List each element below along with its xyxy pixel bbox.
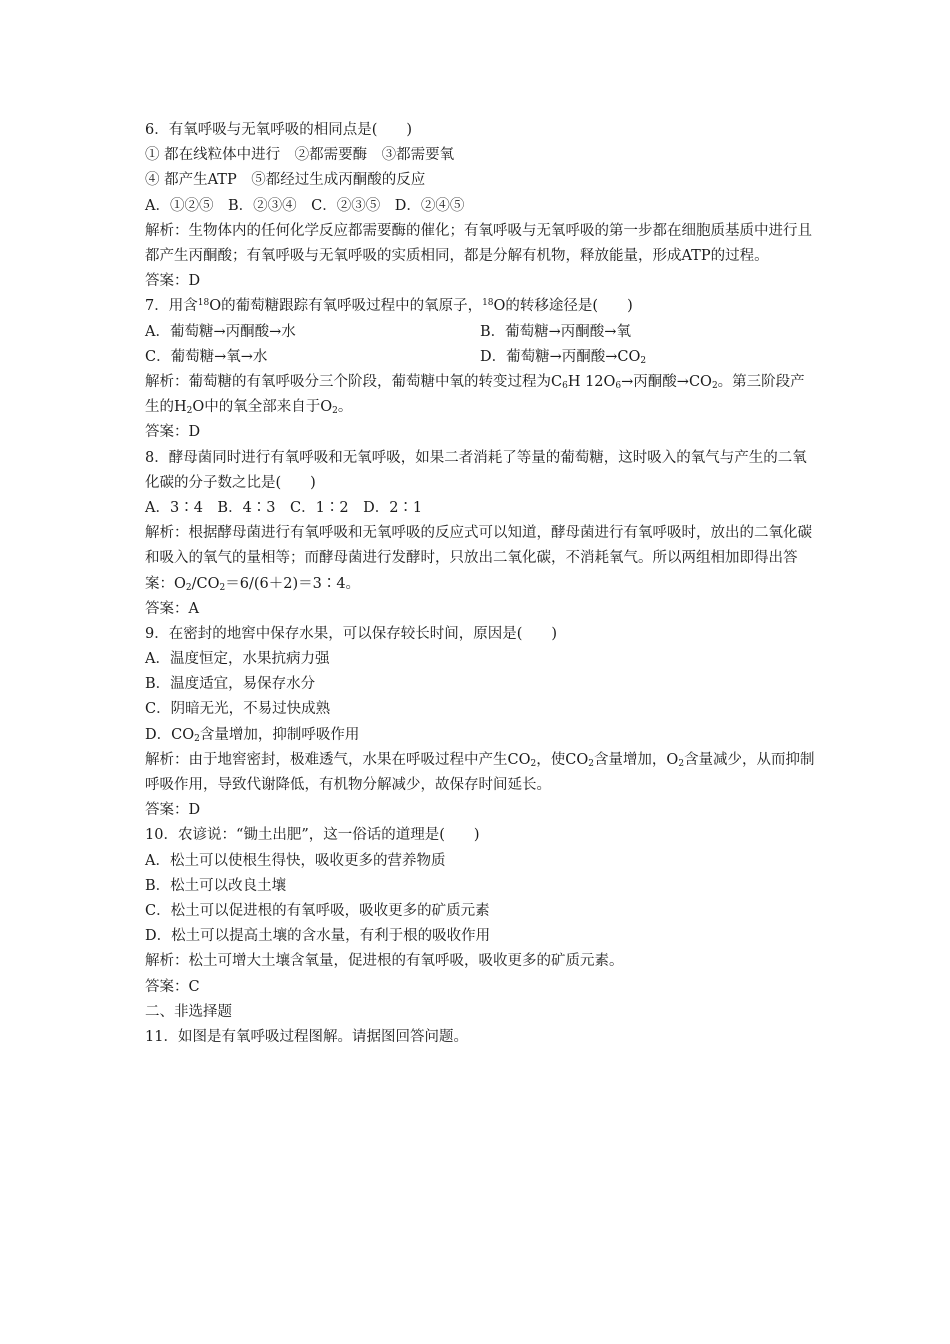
q8-options: A．3∶4 B．4∶3 C．1∶2 D．2∶1 xyxy=(145,499,423,516)
q9-option-a: A．温度恒定，水果抗病力强 xyxy=(145,651,330,668)
q8-answer: 答案：A xyxy=(145,600,199,617)
q10-option-d: D．松土可以提高土壤的含水量，有利于根的吸收作用 xyxy=(145,928,491,945)
q7-option-a: A．葡萄糖→丙酮酸→水 xyxy=(145,323,296,340)
q7-option-b: B．葡萄糖→丙酮酸→氧 xyxy=(480,323,631,340)
q9-option-c: C．阴暗无光，不易过快成熟 xyxy=(145,701,331,718)
q6-items-line2: ④ 都产生ATP ⑤都经过生成丙酮酸的反应 xyxy=(145,172,426,189)
q9-analysis: 解析：由于地窖密封，极难透气，水果在呼吸过程中产生$CO_2$，使$CO_2$含量增加，$O_2$含量减少，从而抑制呼吸作用，导致代谢降低，有机物分解减少，故保存时间延长。 xyxy=(145,751,815,794)
q6-stem: 6．有氧呼吸与无氧呼吸的相同点是( ) xyxy=(145,122,413,138)
q10-answer: 答案：C xyxy=(145,978,200,995)
q6-analysis: 解析：生物体内的任何化学反应都需要酶的催化；有氧呼吸与无氧呼吸的第一步都在细胞质基质中进行且都产生丙酮酸；有氧呼吸与无氧呼吸的实质相同，都是分解有机物，释放能量，形成ATP的过程。 xyxy=(145,222,812,264)
q10-option-b: B．松土可以改良土壤 xyxy=(145,877,287,894)
q11-stem: 11．如图是有氧呼吸过程图解。请据图回答问题。 xyxy=(145,1028,468,1045)
q8-analysis: 解析：根据酵母菌进行有氧呼吸和无氧呼吸的反应式可以知道，酵母菌进行有氧呼吸时，放出的二氧化碳和吸入的氧气的量相等；而酵母菌进行发酵时，只放出二氧化碳，不消耗氧气。所以两组相加即得出答案：$O_2/CO_2=6/(6+2)=3∶4$。 xyxy=(145,525,812,593)
q6-options: A．①②⑤ B．②③④ C．②③⑤ D．②④⑤ xyxy=(145,197,465,214)
q7-option-d: D．葡萄糖→丙酮酸$\to CO_2$ xyxy=(480,348,647,366)
q10-analysis: 解析：松土可增大土壤含氧量，促进根的有氧呼吸，吸收更多的矿质元素。 xyxy=(145,953,624,970)
q10-option-a: A．松土可以使根生得快，吸收更多的营养物质 xyxy=(145,852,446,869)
document-page xyxy=(145,118,815,1050)
q9-stem: 9．在密封的地窖中保存水果，可以保存较长时间，原因是( ) xyxy=(145,625,558,642)
q6-answer: 答案：D xyxy=(145,273,201,290)
q10-stem: 10．农谚说：“锄土出肥”，这一俗话的道理是( ) xyxy=(145,827,480,844)
section-heading: 二、非选择题 xyxy=(145,1003,232,1020)
q9-option-b: B．温度适宜，易保存水分 xyxy=(145,676,316,693)
q7-options-row2 xyxy=(145,345,815,370)
q7-answer: 答案：D xyxy=(145,424,201,441)
q7-option-c: C．葡萄糖→氧→水 xyxy=(145,348,268,365)
q9-option-d: D．$CO_2$含量增加，抑制呼吸作用 xyxy=(145,726,360,744)
q8-stem: 8．酵母菌同时进行有氧呼吸和无氧呼吸，如果二者消耗了等量的葡萄糖，这时吸入的氧气与产生的二氧化碳的分子数之比是( ) xyxy=(145,449,807,491)
q9-answer: 答案：D xyxy=(145,802,201,819)
q7-analysis: 解析：葡萄糖的有氧呼吸分三个阶段，葡萄糖中氧的转变过程为$C_6H$ $12O_6\to$丙酮酸$\to CO_2$。第三阶段产生的$H_2O$中的氧全部来自于$O_2$。 xyxy=(145,373,805,417)
q10-option-c: C．松土可以促进根的有氧呼吸，吸收更多的矿质元素 xyxy=(145,902,490,919)
q7-options-row1 xyxy=(145,320,815,345)
q6-items-line1: ① 都在线粒体中进行 ②都需要酶 ③都需要氧 xyxy=(145,147,455,164)
q7-stem: 7．用含$^{18}$O的葡萄糖跟踪有氧呼吸过程中的氧原子，$^{18}$O的转移途径是( ) xyxy=(145,298,633,315)
